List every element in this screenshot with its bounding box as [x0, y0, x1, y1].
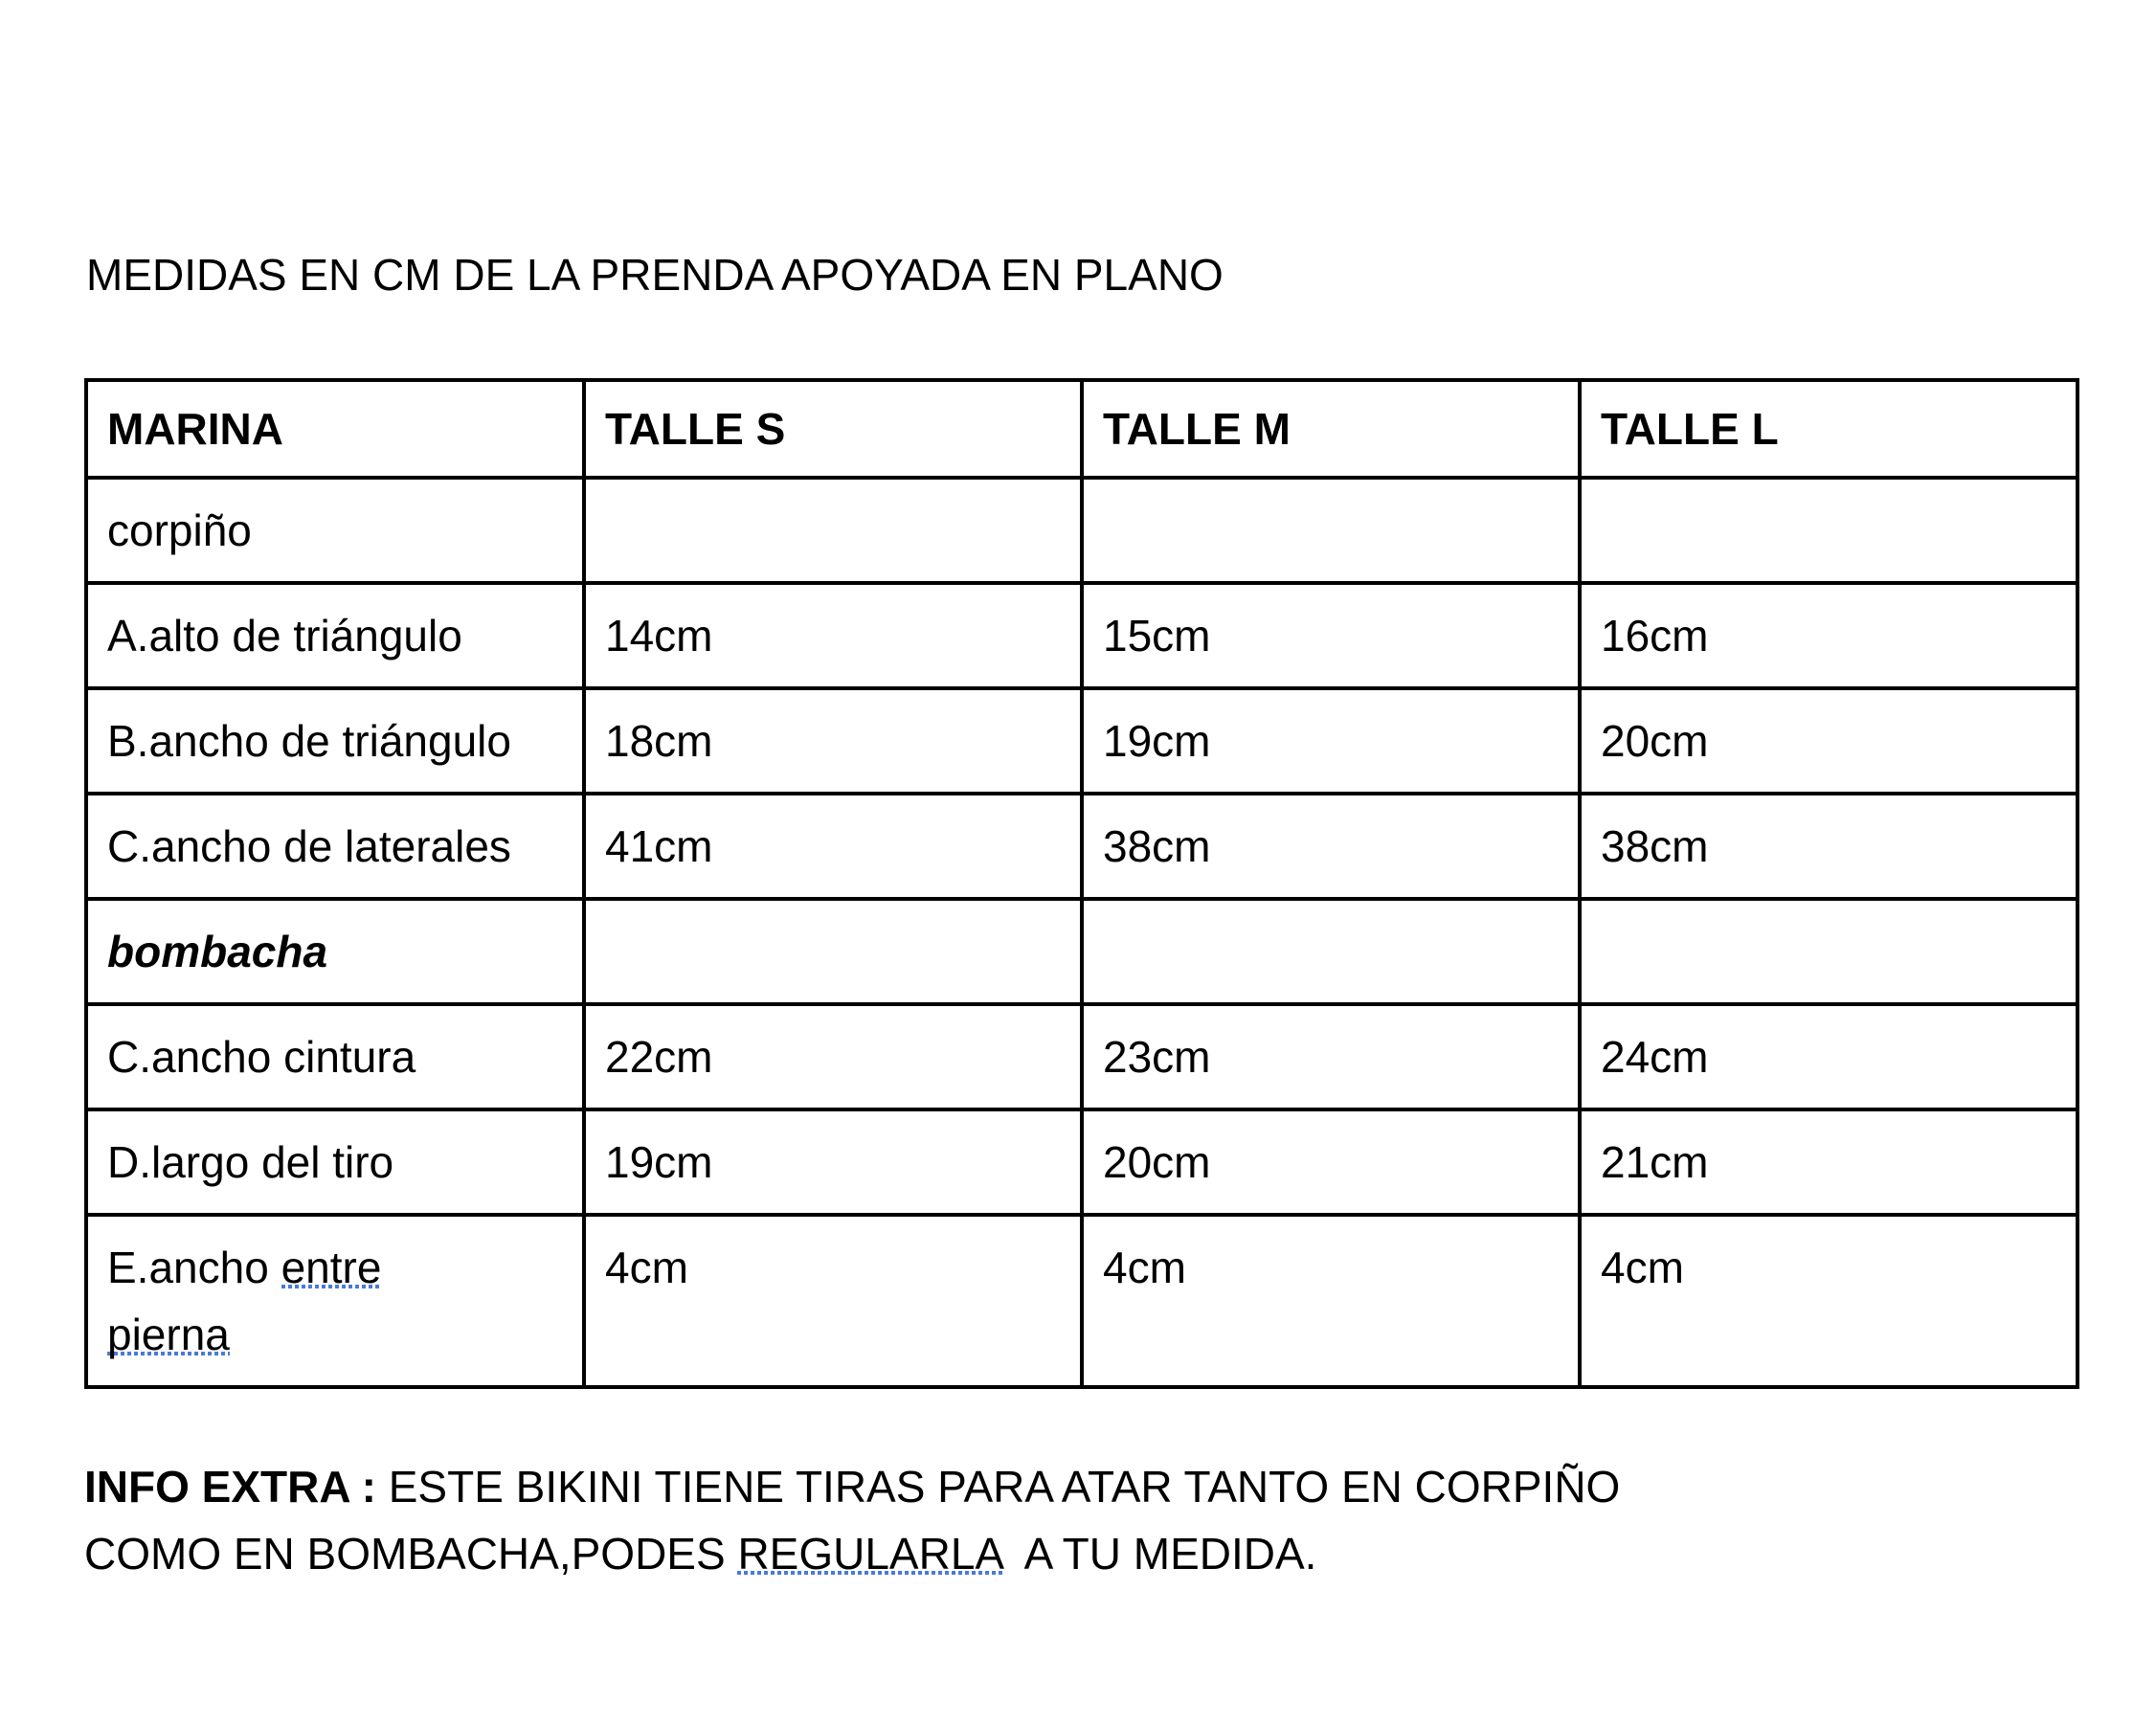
info-extra-line-2	[84, 1520, 1620, 1587]
row-label-alto-triangulo: A.alto de triángulo	[86, 583, 584, 688]
table-row-ancho-triangulo	[86, 688, 2077, 794]
page-title: MEDIDAS EN CM DE LA PRENDA APOYADA EN PLANO	[86, 250, 1224, 300]
cell-value: 38cm	[1580, 794, 2077, 899]
cell-value: 21cm	[1580, 1109, 2077, 1215]
row-label-ancho-cintura: C.ancho cintura	[86, 1004, 584, 1109]
cell-value: 24cm	[1580, 1004, 2077, 1109]
table-header-row	[86, 380, 2077, 478]
cell-value: 4cm	[1580, 1215, 2077, 1387]
cell-value	[1580, 478, 2077, 583]
table-row-alto-triangulo	[86, 583, 2077, 688]
cell-value: 18cm	[584, 688, 1082, 794]
row-label-largo-tiro: D.largo del tiro	[86, 1109, 584, 1215]
cell-value: 22cm	[584, 1004, 1082, 1109]
spellcheck-word: entre	[281, 1243, 382, 1292]
cell-value	[1082, 478, 1580, 583]
table-row-largo-tiro	[86, 1109, 2077, 1215]
cell-value: 23cm	[1082, 1004, 1580, 1109]
spellcheck-word: pierna	[107, 1310, 230, 1359]
table-row-ancho-laterales	[86, 794, 2077, 899]
cell-value: 20cm	[1580, 688, 2077, 794]
cell-value: 19cm	[584, 1109, 1082, 1215]
row-label-ancho-entrepierna	[86, 1215, 584, 1387]
cell-value: 41cm	[584, 794, 1082, 899]
cell-value: 14cm	[584, 583, 1082, 688]
info-extra-text: ESTE BIKINI TIENE TIRAS PARA ATAR TANTO EN CORPIÑO	[375, 1462, 1621, 1512]
cell-value: 15cm	[1082, 583, 1580, 688]
size-chart-table	[84, 378, 2079, 1389]
cell-value	[1580, 899, 2077, 1004]
info-extra-label: INFO EXTRA :	[84, 1462, 376, 1512]
header-cell-marina: MARINA	[86, 380, 584, 478]
info-extra-line-1	[84, 1453, 1620, 1520]
row-label-ancho-laterales: C.ancho de laterales	[86, 794, 584, 899]
info-extra-text: COMO EN BOMBACHA,PODES	[84, 1529, 738, 1579]
table-row-ancho-cintura	[86, 1004, 2077, 1109]
table-row-corpino	[86, 478, 2077, 583]
cell-value: 38cm	[1082, 794, 1580, 899]
table-row-bombacha	[86, 899, 2077, 1004]
cell-value	[584, 899, 1082, 1004]
row-label-bombacha: bombacha	[86, 899, 584, 1004]
info-extra-text: A TU MEDIDA.	[1001, 1529, 1317, 1579]
header-cell-talle-m: TALLE M	[1082, 380, 1580, 478]
cell-value: 19cm	[1082, 688, 1580, 794]
header-cell-talle-s: TALLE S	[584, 380, 1082, 478]
cell-value: 4cm	[1082, 1215, 1580, 1387]
row-label-corpino: corpiño	[86, 478, 584, 583]
info-extra-paragraph	[84, 1453, 1620, 1587]
cell-value	[1082, 899, 1580, 1004]
table-row-ancho-entrepierna	[86, 1215, 2077, 1387]
row-label-ancho-triangulo: B.ancho de triángulo	[86, 688, 584, 794]
spellcheck-word: REGULARLA	[737, 1529, 1002, 1579]
cell-value: 20cm	[1082, 1109, 1580, 1215]
cell-value: 16cm	[1580, 583, 2077, 688]
header-cell-talle-l: TALLE L	[1580, 380, 2077, 478]
label-text: E.ancho	[107, 1243, 281, 1292]
cell-value	[584, 478, 1082, 583]
cell-value: 4cm	[584, 1215, 1082, 1387]
